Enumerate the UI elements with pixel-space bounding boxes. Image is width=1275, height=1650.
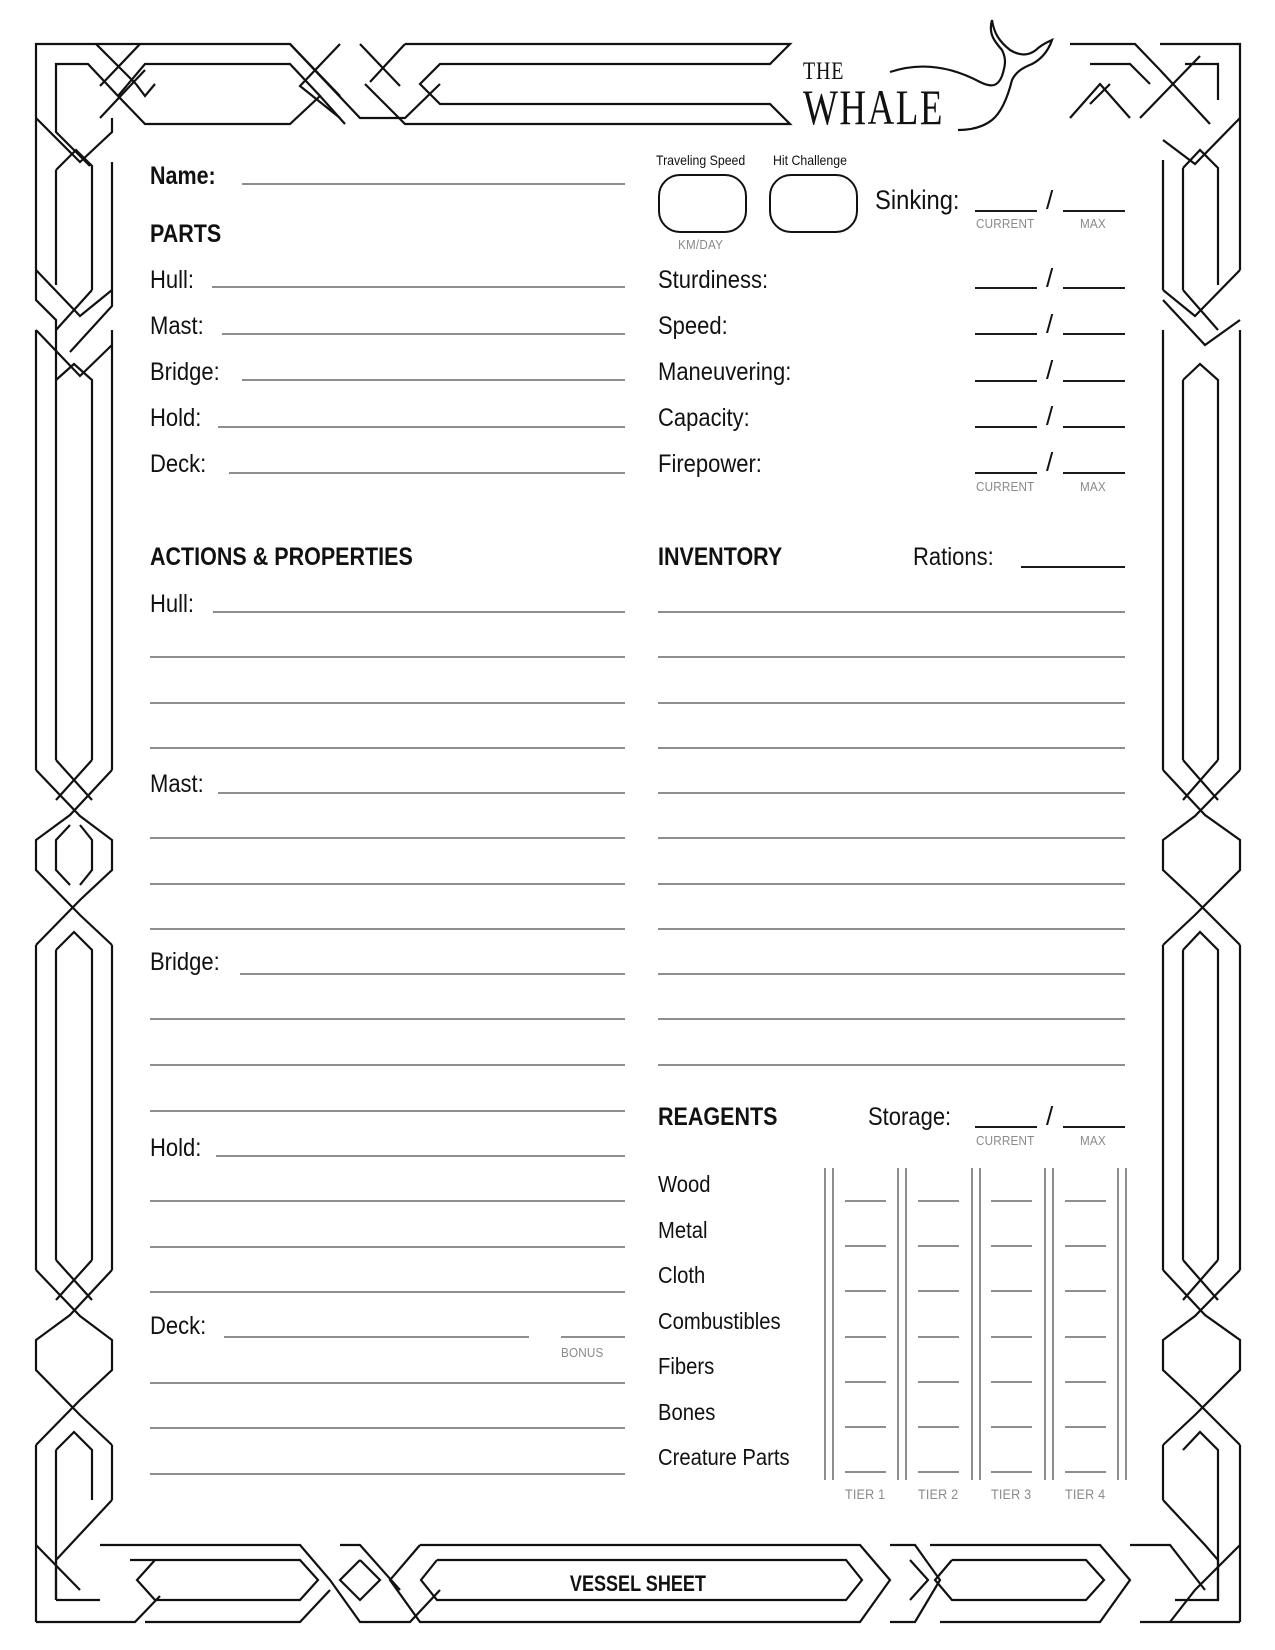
reagent-tier-input[interactable] [918, 1245, 959, 1247]
action-line[interactable] [150, 702, 625, 704]
stat-separator: / [1046, 263, 1054, 293]
part-input-bridge[interactable] [242, 379, 625, 381]
parts-heading: PARTS [150, 220, 222, 248]
reagent-tier-input[interactable] [991, 1471, 1032, 1473]
grid-divider [897, 1168, 899, 1480]
traveling-speed-label: Traveling Speed [656, 152, 746, 168]
reagent-label: Creature Parts [658, 1444, 790, 1470]
inventory-line[interactable] [658, 837, 1125, 839]
reagent-tier-input[interactable] [991, 1245, 1032, 1247]
reagent-tier-input[interactable] [991, 1200, 1032, 1202]
reagent-label: Wood [658, 1171, 711, 1197]
action-line[interactable] [150, 656, 625, 658]
grid-divider [905, 1168, 907, 1480]
action-line[interactable] [216, 1155, 625, 1157]
storage-label: Storage: [868, 1103, 952, 1131]
part-label-hold: Hold: [150, 404, 202, 432]
storage-current-input[interactable] [975, 1126, 1037, 1128]
reagent-tier-input[interactable] [845, 1200, 886, 1202]
inventory-line[interactable] [658, 883, 1125, 885]
traveling-speed-box[interactable] [658, 174, 747, 233]
stat-max-sturdiness[interactable] [1063, 287, 1125, 289]
action-line[interactable] [150, 1427, 625, 1429]
reagent-tier-input[interactable] [1065, 1426, 1106, 1428]
tier-label: TIER 3 [991, 1486, 1032, 1502]
stats-current-caption: CURRENT [976, 479, 1035, 494]
stat-current-capacity[interactable] [975, 426, 1037, 428]
tier-label: TIER 1 [845, 1486, 886, 1502]
reagent-tier-input[interactable] [1065, 1200, 1106, 1202]
storage-separator: / [1046, 1101, 1054, 1131]
stat-current-maneuvering[interactable] [975, 380, 1037, 382]
action-label-deck: Deck: [150, 1312, 207, 1340]
storage-max-caption: MAX [1080, 1133, 1106, 1148]
grid-divider [1125, 1168, 1127, 1480]
action-line[interactable] [150, 1246, 625, 1248]
inventory-line[interactable] [658, 1018, 1125, 1020]
reagent-tier-input[interactable] [918, 1290, 959, 1292]
reagent-label: Bones [658, 1399, 716, 1425]
stat-label-capacity: Capacity: [658, 404, 750, 432]
name-label: Name: [150, 162, 216, 190]
action-line[interactable] [150, 1064, 625, 1066]
action-line[interactable] [150, 1382, 625, 1384]
inventory-line[interactable] [658, 702, 1125, 704]
reagent-tier-input[interactable] [1065, 1471, 1106, 1473]
reagent-tier-input[interactable] [845, 1426, 886, 1428]
inventory-line[interactable] [658, 1064, 1125, 1066]
reagent-tier-input[interactable] [918, 1200, 959, 1202]
sinking-label: Sinking: [875, 185, 960, 215]
reagent-tier-input[interactable] [845, 1471, 886, 1473]
stat-current-speed[interactable] [975, 333, 1037, 335]
reagent-tier-input[interactable] [991, 1336, 1032, 1338]
inventory-line[interactable] [658, 656, 1125, 658]
reagent-tier-input[interactable] [845, 1290, 886, 1292]
tier-label: TIER 2 [918, 1486, 959, 1502]
logo-whale-text: WHALE [803, 79, 944, 135]
reagent-label: Fibers [658, 1353, 715, 1379]
stat-label-maneuvering: Maneuvering: [658, 358, 792, 386]
part-input-hull[interactable] [212, 286, 625, 288]
stat-max-speed[interactable] [1063, 333, 1125, 335]
storage-max-input[interactable] [1063, 1126, 1125, 1128]
name-input[interactable] [242, 183, 625, 185]
reagent-tier-input[interactable] [918, 1471, 959, 1473]
reagent-tier-input[interactable] [845, 1245, 886, 1247]
reagent-tier-input[interactable] [918, 1336, 959, 1338]
grid-divider [971, 1168, 973, 1480]
sinking-max-caption: MAX [1080, 216, 1106, 231]
tier-label: TIER 4 [1065, 1486, 1106, 1502]
part-label-deck: Deck: [150, 450, 207, 478]
logo-the-text: THE [803, 58, 845, 85]
action-line[interactable] [150, 1110, 625, 1112]
deck-bonus-caption: BONUS [561, 1345, 604, 1360]
reagents-heading: REAGENTS [658, 1103, 778, 1131]
action-line[interactable] [150, 928, 625, 930]
stat-label-sturdiness: Sturdiness: [658, 266, 769, 294]
reagent-tier-input[interactable] [845, 1336, 886, 1338]
inventory-heading: INVENTORY [658, 543, 783, 571]
action-line[interactable] [150, 1291, 625, 1293]
sinking-separator: / [1046, 185, 1054, 215]
reagent-label: Combustibles [658, 1308, 781, 1334]
stat-separator: / [1046, 447, 1054, 477]
stats-max-caption: MAX [1080, 479, 1106, 494]
action-line[interactable] [240, 973, 625, 975]
stat-separator: / [1046, 401, 1054, 431]
part-label-hull: Hull: [150, 266, 195, 294]
grid-divider [824, 1168, 826, 1480]
grid-divider [979, 1168, 981, 1480]
sinking-max-input[interactable] [1063, 210, 1125, 212]
reagent-tier-input[interactable] [991, 1426, 1032, 1428]
action-line[interactable] [224, 1336, 529, 1338]
reagent-tier-input[interactable] [1065, 1290, 1106, 1292]
stat-separator: / [1046, 355, 1054, 385]
action-line[interactable] [150, 1473, 625, 1475]
action-line[interactable] [218, 792, 625, 794]
action-label-hold: Hold: [150, 1134, 202, 1162]
right-border [1163, 118, 1240, 1622]
grid-divider [1117, 1168, 1119, 1480]
stat-max-firepower[interactable] [1063, 472, 1125, 474]
reagent-label: Cloth [658, 1262, 706, 1288]
reagent-tier-input[interactable] [1065, 1245, 1106, 1247]
action-label-bridge: Bridge: [150, 948, 220, 976]
sheet-title-text: VESSEL SHEET [569, 1571, 706, 1596]
action-line[interactable] [213, 611, 625, 613]
stat-label-speed: Speed: [658, 312, 728, 340]
action-line[interactable] [150, 1018, 625, 1020]
inventory-line[interactable] [658, 928, 1125, 930]
part-label-bridge: Bridge: [150, 358, 220, 386]
hit-challenge-box[interactable] [769, 174, 858, 233]
action-label-mast: Mast: [150, 770, 204, 798]
stat-label-firepower: Firepower: [658, 450, 762, 478]
rations-input[interactable] [1021, 566, 1125, 568]
reagent-tier-input[interactable] [991, 1381, 1032, 1383]
storage-current-caption: CURRENT [976, 1133, 1035, 1148]
stat-max-capacity[interactable] [1063, 426, 1125, 428]
reagent-tier-input[interactable] [991, 1290, 1032, 1292]
inventory-line[interactable] [658, 611, 1125, 613]
hit-challenge-label: Hit Challenge [773, 152, 847, 168]
part-input-mast[interactable] [222, 333, 625, 335]
inventory-line[interactable] [658, 973, 1125, 975]
rations-label: Rations: [913, 543, 994, 571]
grid-divider [1044, 1168, 1046, 1480]
action-line[interactable] [150, 747, 625, 749]
km-day-label: KM/DAY [678, 237, 724, 252]
stat-separator: / [1046, 309, 1054, 339]
reagent-tier-input[interactable] [1065, 1336, 1106, 1338]
action-line[interactable] [150, 1200, 625, 1202]
grid-divider [1052, 1168, 1054, 1480]
action-line[interactable] [150, 837, 625, 839]
stat-max-maneuvering[interactable] [1063, 380, 1125, 382]
part-label-mast: Mast: [150, 312, 204, 340]
deck-bonus-input[interactable] [561, 1336, 625, 1338]
reagent-tier-input[interactable] [845, 1381, 886, 1383]
action-label-hull: Hull: [150, 590, 195, 618]
actions-heading: ACTIONS & PROPERTIES [150, 543, 413, 571]
sinking-current-caption: CURRENT [976, 216, 1035, 231]
inventory-line[interactable] [658, 792, 1125, 794]
stat-current-sturdiness[interactable] [975, 287, 1037, 289]
stat-current-firepower[interactable] [975, 472, 1037, 474]
part-input-hold[interactable] [218, 426, 625, 428]
reagent-tier-input[interactable] [918, 1426, 959, 1428]
reagent-tier-input[interactable] [918, 1381, 959, 1383]
bottom-border [36, 1500, 1240, 1622]
reagent-tier-input[interactable] [1065, 1381, 1106, 1383]
grid-divider [832, 1168, 834, 1480]
sheet-title [0, 1571, 1275, 1597]
whale-tail-icon [880, 16, 1060, 136]
inventory-line[interactable] [658, 747, 1125, 749]
sinking-current-input[interactable] [975, 210, 1037, 212]
left-border [36, 118, 112, 1622]
reagent-label: Metal [658, 1217, 708, 1243]
part-input-deck[interactable] [229, 472, 625, 474]
action-line[interactable] [150, 883, 625, 885]
